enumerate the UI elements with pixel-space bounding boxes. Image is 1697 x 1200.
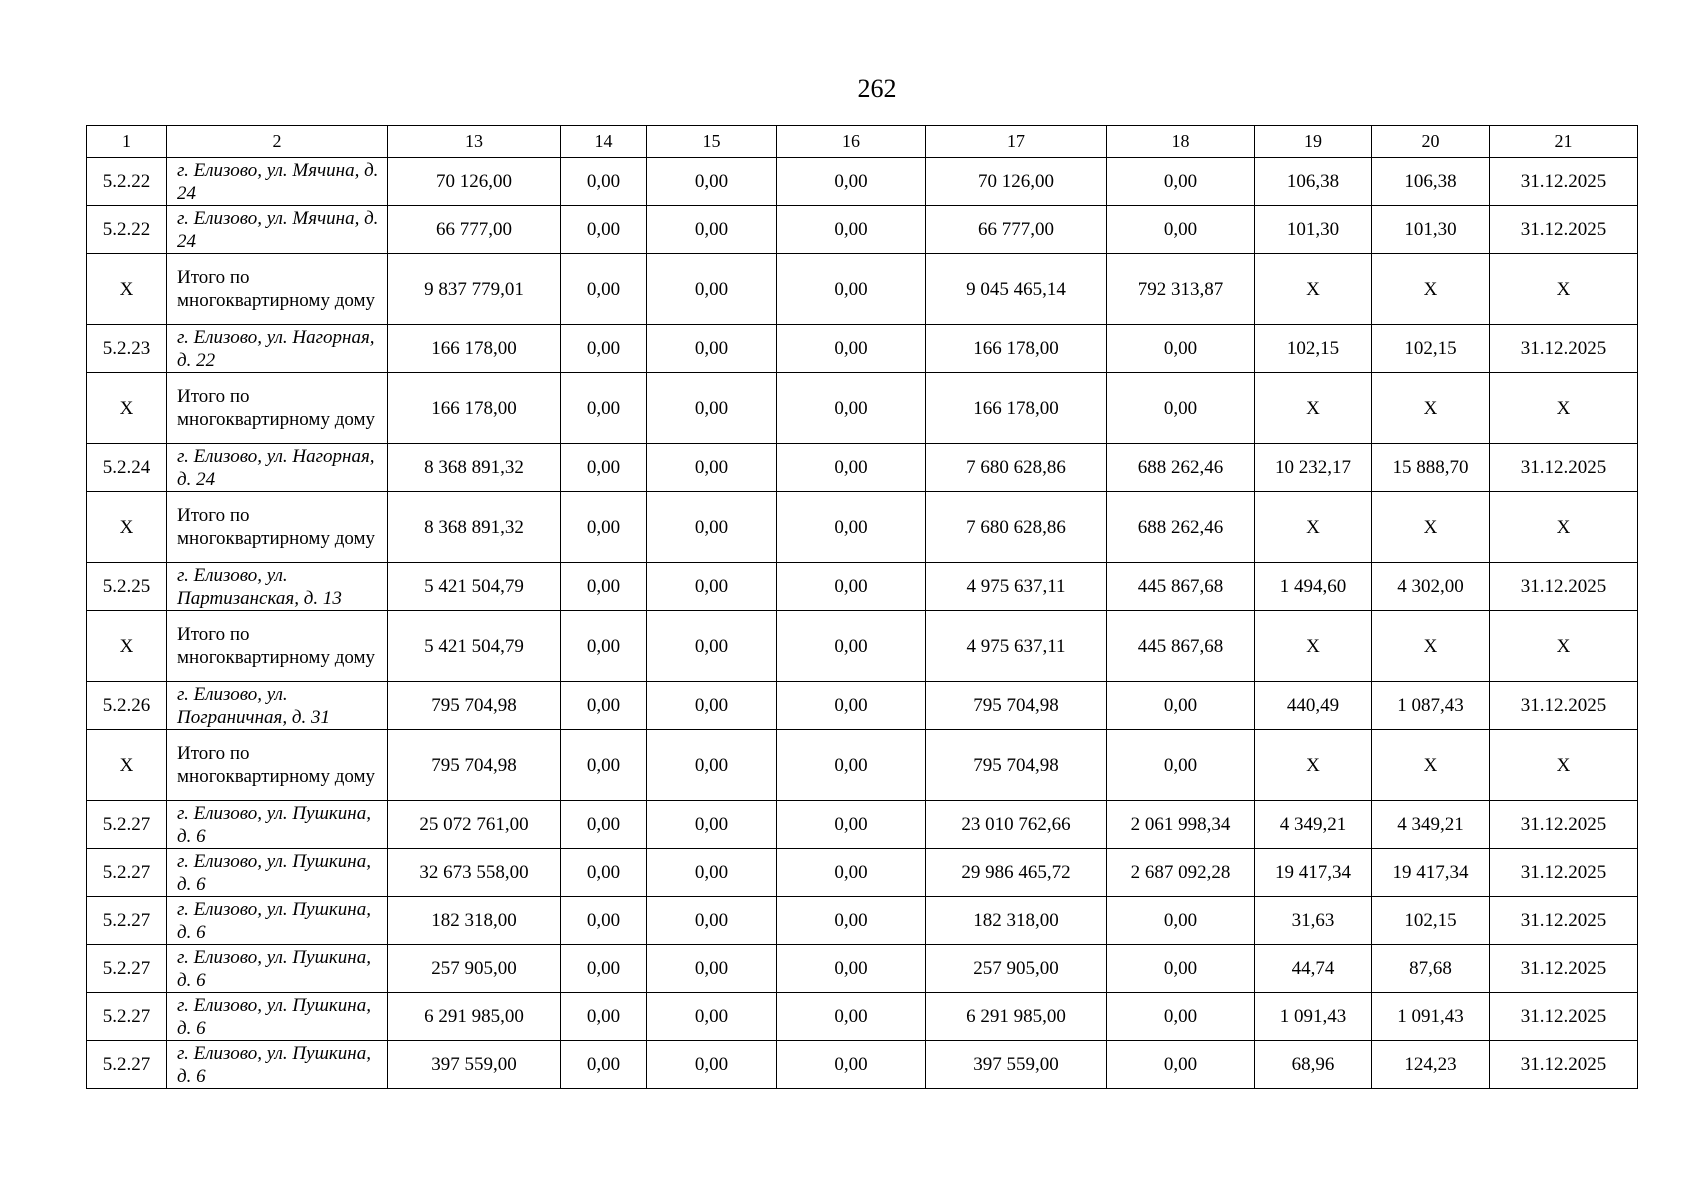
table-cell: 0,00 — [561, 897, 647, 945]
table-row — [87, 444, 1638, 492]
page-number: 262 — [857, 74, 897, 103]
table-cell: 9 837 779,01 — [388, 254, 561, 325]
table-cell: 166 178,00 — [926, 373, 1107, 444]
table-cell: 0,00 — [777, 611, 926, 682]
table-cell: 0,00 — [1107, 730, 1255, 801]
table-cell: 0,00 — [777, 206, 926, 254]
table-cell: 31.12.2025 — [1490, 801, 1638, 849]
table-cell: 31.12.2025 — [1490, 945, 1638, 993]
table-cell: 1 091,43 — [1372, 993, 1490, 1041]
table-cell: 23 010 762,66 — [926, 801, 1107, 849]
table-cell: 0,00 — [561, 993, 647, 1041]
table-cell: 0,00 — [1107, 325, 1255, 373]
table-cell: X — [1255, 611, 1372, 682]
table-cell: X — [1255, 730, 1372, 801]
header-cell: 13 — [388, 126, 561, 158]
table-cell: 6 291 985,00 — [388, 993, 561, 1041]
table-cell: 4 302,00 — [1372, 563, 1490, 611]
table-cell: 0,00 — [647, 849, 777, 897]
table-cell: 31.12.2025 — [1490, 444, 1638, 492]
table-body — [87, 158, 1638, 1089]
table-cell: 0,00 — [561, 563, 647, 611]
table-cell: 4 975 637,11 — [926, 611, 1107, 682]
address-cell: г. Елизово, ул. Пушкина, д. 6 — [167, 801, 388, 849]
header-cell: 21 — [1490, 126, 1638, 158]
table-cell: 5.2.24 — [87, 444, 167, 492]
table-cell: 166 178,00 — [388, 373, 561, 444]
address-cell: г. Елизово, ул. Пушкина, д. 6 — [167, 1041, 388, 1089]
table-cell: X — [87, 492, 167, 563]
total-row — [87, 730, 1638, 801]
table-cell: 0,00 — [561, 849, 647, 897]
table-cell: 5.2.27 — [87, 945, 167, 993]
table-cell: 0,00 — [647, 1041, 777, 1089]
table-cell: 166 178,00 — [388, 325, 561, 373]
table-cell: 6 291 985,00 — [926, 993, 1107, 1041]
table-cell: 5 421 504,79 — [388, 611, 561, 682]
total-label-cell: Итого по многоквартирному дому — [167, 730, 388, 801]
table-cell: X — [1372, 492, 1490, 563]
table-cell: 31.12.2025 — [1490, 158, 1638, 206]
table-cell: 2 061 998,34 — [1107, 801, 1255, 849]
total-row — [87, 254, 1638, 325]
table-cell: 445 867,68 — [1107, 611, 1255, 682]
table-cell: 29 986 465,72 — [926, 849, 1107, 897]
table-cell: 5.2.26 — [87, 682, 167, 730]
table-cell: X — [87, 254, 167, 325]
table-row — [87, 1041, 1638, 1089]
table-cell: 0,00 — [561, 206, 647, 254]
table-cell: 0,00 — [647, 682, 777, 730]
table-cell: X — [1490, 611, 1638, 682]
table-cell: X — [87, 730, 167, 801]
table-cell: 8 368 891,32 — [388, 492, 561, 563]
table-row — [87, 682, 1638, 730]
table-cell: 0,00 — [777, 444, 926, 492]
table-cell: 795 704,98 — [926, 682, 1107, 730]
table-cell: 0,00 — [777, 492, 926, 563]
table-cell: 795 704,98 — [388, 730, 561, 801]
table-cell: 0,00 — [1107, 993, 1255, 1041]
table-cell: 257 905,00 — [388, 945, 561, 993]
header-cell: 18 — [1107, 126, 1255, 158]
table-cell: 795 704,98 — [926, 730, 1107, 801]
total-row — [87, 611, 1638, 682]
table-cell: 0,00 — [647, 158, 777, 206]
table-cell: 166 178,00 — [926, 325, 1107, 373]
table-row — [87, 945, 1638, 993]
table-cell: 0,00 — [561, 682, 647, 730]
table-cell: X — [1490, 492, 1638, 563]
table-cell: 19 417,34 — [1372, 849, 1490, 897]
header-row — [87, 126, 1638, 158]
table-cell: X — [1490, 373, 1638, 444]
header-cell: 2 — [167, 126, 388, 158]
table-cell: 7 680 628,86 — [926, 444, 1107, 492]
table-cell: 106,38 — [1255, 158, 1372, 206]
total-label-cell: Итого по многоквартирному дому — [167, 492, 388, 563]
table-cell: 397 559,00 — [926, 1041, 1107, 1089]
table-cell: 257 905,00 — [926, 945, 1107, 993]
table-cell: 66 777,00 — [388, 206, 561, 254]
table-cell: 31.12.2025 — [1490, 682, 1638, 730]
table-row — [87, 993, 1638, 1041]
table-cell: 5.2.27 — [87, 1041, 167, 1089]
table-cell: 440,49 — [1255, 682, 1372, 730]
address-cell: г. Елизово, ул. Пушкина, д. 6 — [167, 897, 388, 945]
address-cell: г. Елизово, ул. Мячина, д. 24 — [167, 158, 388, 206]
table-cell: 5.2.27 — [87, 801, 167, 849]
address-cell: г. Елизово, ул. Пушкина, д. 6 — [167, 993, 388, 1041]
table-cell: 70 126,00 — [388, 158, 561, 206]
table-cell: 31.12.2025 — [1490, 1041, 1638, 1089]
table-cell: X — [1255, 254, 1372, 325]
table-cell: 0,00 — [647, 254, 777, 325]
header-cell: 20 — [1372, 126, 1490, 158]
table-cell: 0,00 — [647, 563, 777, 611]
table-cell: 5.2.27 — [87, 993, 167, 1041]
table-cell: 5.2.27 — [87, 897, 167, 945]
table-row — [87, 158, 1638, 206]
address-cell: г. Елизово, ул. Партизанская, д. 13 — [167, 563, 388, 611]
table-cell: 0,00 — [1107, 945, 1255, 993]
table-cell: 0,00 — [777, 945, 926, 993]
table-cell: 31.12.2025 — [1490, 993, 1638, 1041]
table-cell: 0,00 — [647, 611, 777, 682]
table-cell: 688 262,46 — [1107, 492, 1255, 563]
table-row — [87, 849, 1638, 897]
table-cell: 102,15 — [1372, 325, 1490, 373]
header-cell: 16 — [777, 126, 926, 158]
table-cell: 5.2.27 — [87, 849, 167, 897]
table-cell: 1 087,43 — [1372, 682, 1490, 730]
table-cell: 25 072 761,00 — [388, 801, 561, 849]
header-cell: 1 — [87, 126, 167, 158]
table-cell: 0,00 — [1107, 206, 1255, 254]
table-cell: 0,00 — [777, 682, 926, 730]
address-cell: г. Елизово, ул. Мячина, д. 24 — [167, 206, 388, 254]
table-cell: 0,00 — [647, 897, 777, 945]
table-cell: 0,00 — [777, 1041, 926, 1089]
table-cell: X — [87, 373, 167, 444]
table-cell: 0,00 — [1107, 682, 1255, 730]
table-cell: 0,00 — [561, 801, 647, 849]
table-cell: 8 368 891,32 — [388, 444, 561, 492]
address-cell: г. Елизово, ул. Пограничная, д. 31 — [167, 682, 388, 730]
table-cell: 15 888,70 — [1372, 444, 1490, 492]
table-cell: 124,23 — [1372, 1041, 1490, 1089]
table-cell: 31,63 — [1255, 897, 1372, 945]
table-cell: 0,00 — [561, 1041, 647, 1089]
table-cell: 31.12.2025 — [1490, 325, 1638, 373]
table-cell: 0,00 — [777, 801, 926, 849]
table-cell: 0,00 — [647, 801, 777, 849]
table-cell: 101,30 — [1255, 206, 1372, 254]
table-cell: 87,68 — [1372, 945, 1490, 993]
table-cell: 31.12.2025 — [1490, 897, 1638, 945]
table-cell: 0,00 — [561, 730, 647, 801]
table-cell: 0,00 — [647, 993, 777, 1041]
table-cell: 0,00 — [647, 492, 777, 563]
table-cell: X — [1490, 730, 1638, 801]
table-cell: 0,00 — [777, 849, 926, 897]
table-cell: 5.2.23 — [87, 325, 167, 373]
table-row — [87, 563, 1638, 611]
table-cell: 70 126,00 — [926, 158, 1107, 206]
total-label-cell: Итого по многоквартирному дому — [167, 254, 388, 325]
table-cell: 5.2.22 — [87, 206, 167, 254]
table-cell: 4 975 637,11 — [926, 563, 1107, 611]
table-cell: 397 559,00 — [388, 1041, 561, 1089]
table-cell: X — [1372, 611, 1490, 682]
table-cell: 182 318,00 — [926, 897, 1107, 945]
table-cell: 31.12.2025 — [1490, 563, 1638, 611]
total-row — [87, 373, 1638, 444]
table-cell: X — [87, 611, 167, 682]
table-cell: 9 045 465,14 — [926, 254, 1107, 325]
table-cell: X — [1490, 254, 1638, 325]
address-cell: г. Елизово, ул. Нагорная, д. 24 — [167, 444, 388, 492]
address-cell: г. Елизово, ул. Нагорная, д. 22 — [167, 325, 388, 373]
data-table — [86, 125, 1638, 1089]
table-cell: 0,00 — [1107, 1041, 1255, 1089]
table-cell: 795 704,98 — [388, 682, 561, 730]
table-cell: 0,00 — [561, 444, 647, 492]
table-cell: 0,00 — [777, 158, 926, 206]
total-row — [87, 492, 1638, 563]
address-cell: г. Елизово, ул. Пушкина, д. 6 — [167, 945, 388, 993]
table-cell: 4 349,21 — [1255, 801, 1372, 849]
table-cell: 0,00 — [647, 945, 777, 993]
table-cell: 66 777,00 — [926, 206, 1107, 254]
table-cell: 68,96 — [1255, 1041, 1372, 1089]
table-cell: 0,00 — [561, 325, 647, 373]
header-cell: 15 — [647, 126, 777, 158]
table-cell: 0,00 — [561, 492, 647, 563]
table-cell: 0,00 — [561, 611, 647, 682]
table-cell: 0,00 — [561, 158, 647, 206]
table-cell: 0,00 — [1107, 158, 1255, 206]
table-cell: 0,00 — [1107, 373, 1255, 444]
table-cell: 792 313,87 — [1107, 254, 1255, 325]
table-cell: 102,15 — [1372, 897, 1490, 945]
table-cell: 106,38 — [1372, 158, 1490, 206]
table-cell: 0,00 — [777, 325, 926, 373]
total-label-cell: Итого по многоквартирному дому — [167, 611, 388, 682]
table-cell: 5.2.22 — [87, 158, 167, 206]
table-row — [87, 801, 1638, 849]
table-cell: 4 349,21 — [1372, 801, 1490, 849]
table-cell: X — [1372, 373, 1490, 444]
table-cell: X — [1255, 373, 1372, 444]
table-cell: 5.2.25 — [87, 563, 167, 611]
table-cell: 0,00 — [561, 945, 647, 993]
table-cell: 688 262,46 — [1107, 444, 1255, 492]
table-cell: 0,00 — [647, 444, 777, 492]
table-cell: X — [1372, 254, 1490, 325]
table-cell: 182 318,00 — [388, 897, 561, 945]
table-cell: 2 687 092,28 — [1107, 849, 1255, 897]
table-cell: 1 494,60 — [1255, 563, 1372, 611]
header-cell: 14 — [561, 126, 647, 158]
table-cell: 0,00 — [777, 254, 926, 325]
total-label-cell: Итого по многоквартирному дому — [167, 373, 388, 444]
table-cell: 0,00 — [647, 730, 777, 801]
table-cell: 0,00 — [647, 373, 777, 444]
table-cell: 0,00 — [561, 254, 647, 325]
table-row — [87, 897, 1638, 945]
table-cell: 5 421 504,79 — [388, 563, 561, 611]
table-cell: 32 673 558,00 — [388, 849, 561, 897]
table-cell: 1 091,43 — [1255, 993, 1372, 1041]
table-cell: 31.12.2025 — [1490, 849, 1638, 897]
table-cell: 31.12.2025 — [1490, 206, 1638, 254]
table-cell: 44,74 — [1255, 945, 1372, 993]
address-cell: г. Елизово, ул. Пушкина, д. 6 — [167, 849, 388, 897]
table-cell: 0,00 — [647, 325, 777, 373]
table-cell: 10 232,17 — [1255, 444, 1372, 492]
table-cell: 0,00 — [1107, 897, 1255, 945]
table-cell: 0,00 — [777, 897, 926, 945]
table-cell: 445 867,68 — [1107, 563, 1255, 611]
table-cell: 102,15 — [1255, 325, 1372, 373]
table-row — [87, 325, 1638, 373]
table-row — [87, 206, 1638, 254]
table-cell: 19 417,34 — [1255, 849, 1372, 897]
table-cell: 0,00 — [777, 993, 926, 1041]
table-cell: 7 680 628,86 — [926, 492, 1107, 563]
table-cell: X — [1372, 730, 1490, 801]
table-cell: 0,00 — [777, 373, 926, 444]
header-cell: 17 — [926, 126, 1107, 158]
table-cell: 0,00 — [777, 730, 926, 801]
table-cell: X — [1255, 492, 1372, 563]
table-cell: 0,00 — [561, 373, 647, 444]
table-cell: 101,30 — [1372, 206, 1490, 254]
header-cell: 19 — [1255, 126, 1372, 158]
table-cell: 0,00 — [777, 563, 926, 611]
table-cell: 0,00 — [647, 206, 777, 254]
